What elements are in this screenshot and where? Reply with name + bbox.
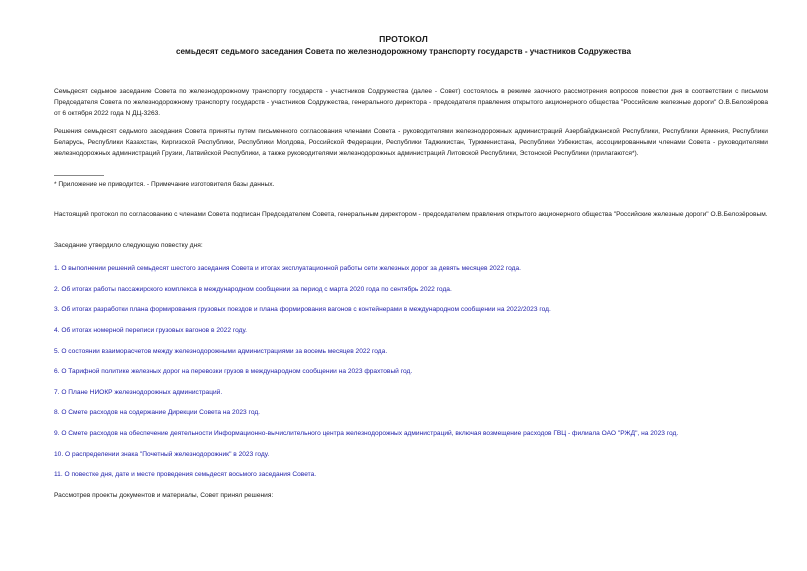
footnote: * Приложение не приводится. - Примечание изготовителя базы данных. bbox=[54, 181, 275, 188]
document-subtitle: семьдесят седьмого заседания Совета по железнодорожному транспорту государств - участников Содружества bbox=[175, 47, 632, 56]
agenda-link-5[interactable]: 5. О состоянии взаиморасчетов между железнодорожными администрациями за восемь месяцев 2022 года. bbox=[54, 348, 388, 355]
agenda-link-9[interactable]: 9. О Смете расходов на обеспечение деятельности Информационно-вычислительного центра железнодорожных администраций, включая возмещение расходов ГВЦ - филиала ОАО "РЖД", на 2023 год. bbox=[54, 430, 679, 437]
agenda-link-6[interactable]: 6. О Тарифной политике железных дорог на перевозки грузов в международном сообщении на 2023 фрахтовый год. bbox=[54, 368, 413, 375]
paragraph-closing: Рассмотрев проекты документов и материалы, Совет принял решения: bbox=[54, 492, 274, 499]
agenda-link-1[interactable]: 1. О выполнении решений семьдесят шестого заседания Совета и итогах эксплуатационной работы сети железных дорог за девять месяцев 2022 года. bbox=[54, 265, 521, 272]
agenda-link-7[interactable]: 7. О Плане НИОКР железнодорожных администраций. bbox=[54, 389, 223, 396]
agenda-link-3[interactable]: 3. Об итогах разработки плана формирования грузовых поездов и плана формирования вагонов с контейнерами в международном сообщении на 2022/2023 год. bbox=[54, 306, 551, 313]
paragraph-intro: Семьдесят седьмое заседание Совета по железнодорожному транспорту государств - участников Содружества (далее - Совет) состоялось в режиме заочного рассмотрения вопросов повестки дня в соответствии с письмом Председателя Совета по железнодорожному транспорту государств - участников Содружества, генерального директора - председателя правления открытого акционерного общества "Российские железные дороги" О.В.Белозёрова от 6 октября 2022 года N ДЦ-3263. bbox=[54, 88, 768, 118]
agenda-link-8[interactable]: 8. О Смете расходов на содержание Дирекции Совета на 2023 год. bbox=[54, 409, 261, 416]
document-title: ПРОТОКОЛ bbox=[379, 34, 428, 44]
paragraph-decisions: Решения семьдесят седьмого заседания Совета приняты путем письменного согласования членами Совета - руководителями железнодорожных администраций Азербайджанской Республики, Республики Армения, Республики Беларусь, Республики Казахстан, Киргизской Республики, Республики Молдова, Российской Федерации, Республики Таджикистан, Туркменистана, Республики Узбекистан, ассоциированными членами Совета - руководителями железнодорожных администраций Грузии, Латвийской Республики, а также руководителями железнодорожных администраций Литовской Республики, Эстонской Республики (прилагаются*). bbox=[54, 128, 768, 158]
footnote-divider bbox=[54, 175, 104, 176]
agenda-link-11[interactable]: 11. О повестке дня, дате и месте проведения семьдесят восьмого заседания Совета. bbox=[54, 471, 317, 478]
agenda-link-4[interactable]: 4. Об итогах номерной переписи грузовых вагонов в 2022 году. bbox=[54, 327, 247, 334]
paragraph-agenda-intro: Заседание утвердило следующую повестку дня: bbox=[54, 242, 203, 249]
agenda-link-2[interactable]: 2. Об итогах работы пассажирского комплекса в международном сообщении за период с марта 2020 года по сентябрь 2022 года. bbox=[54, 286, 452, 293]
agenda-link-10[interactable]: 10. О распределении знака "Почетный железнодорожник" в 2023 году. bbox=[54, 451, 270, 458]
paragraph-signature: Настоящий протокол по согласованию с членами Совета подписан Председателем Совета, генеральным директором - председателем правления открытого акционерного общества "Российские железные дороги" О.В.Белозёровым. bbox=[54, 211, 768, 218]
